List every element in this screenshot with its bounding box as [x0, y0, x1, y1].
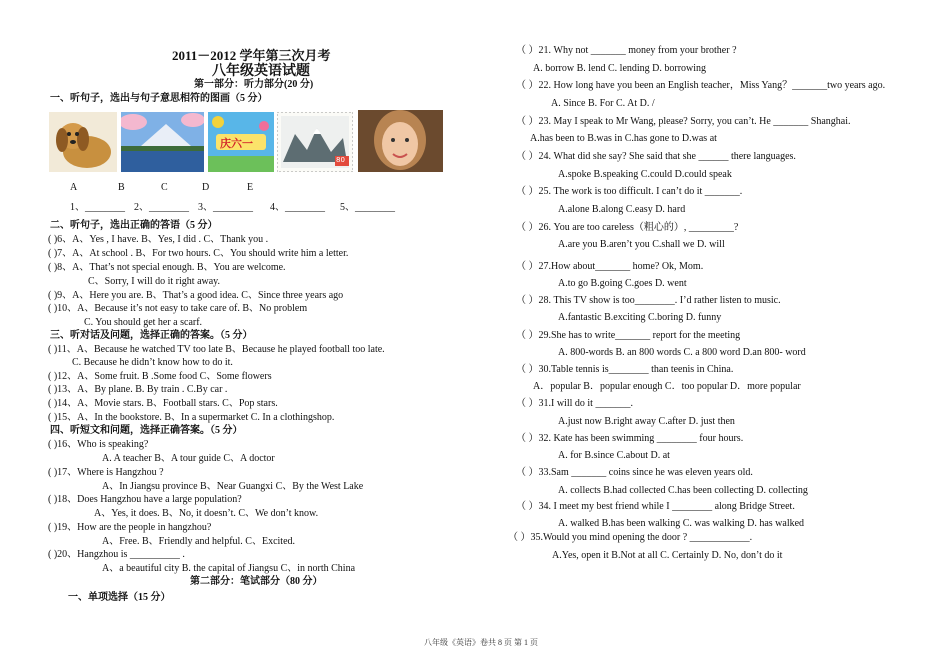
- exam-subtitle: 八年级英语试题: [212, 64, 310, 79]
- question-line: ( )15、A、In the bookstore. B、In a supermarket C. In a clothingshop.: [48, 412, 335, 423]
- question-line: ( )19、How are the people in hangzhou?: [48, 522, 212, 533]
- question-line: C. Because he didn’t know how to do it.: [72, 357, 233, 368]
- landscape-stamp-picture: [277, 112, 353, 172]
- options-35: A.Yes, open it B.Not at all C. Certainly D. No, don’t do it: [552, 550, 783, 561]
- options-25: A.alone B.along C.easy D. hard: [558, 204, 686, 215]
- question-line: ( )11、A、Because he watched TV too late B、Because he played football too late.: [48, 344, 385, 355]
- question-line: ( )10、A、Because it’s not easy to take care of. B、No problem: [48, 303, 308, 314]
- section1-heading: 一、听句子，选出与句子意思相符的图画（5 分）: [50, 93, 268, 104]
- part2-heading: 第二部分：笔试部分（80 分）: [190, 576, 323, 587]
- question-30: （ ）30.Table tennis is________ than teenis in China.: [516, 364, 734, 375]
- options-21: A. borrow B. lend C. lending D. borrowing: [533, 63, 707, 74]
- section4-heading: 四、听短文和问题，选择正确答案。（5 分）: [50, 425, 243, 436]
- question-29: （ ）29.She has to write_______ report for the meeting: [516, 330, 741, 341]
- picture-letter-c: C: [161, 182, 168, 193]
- options-31: A.just now B.right away C.after D. just then: [558, 416, 735, 427]
- exam-title: 2011－2012 学年第三次月考: [172, 48, 331, 63]
- question-line: ( )17、Where is Hangzhou ?: [48, 467, 164, 478]
- options-32: A. for B.since C.about D. at: [558, 450, 670, 461]
- options-29: A. 800-words B. an 800 words C. a 800 word D.an 800- word: [558, 347, 806, 358]
- question-line: C. You should get her a scarf.: [84, 317, 203, 328]
- options-23: A.has been to B.was in C.has gone to D.was at: [530, 133, 717, 144]
- question-31: （ ）31.I will do it _______.: [516, 398, 633, 409]
- option-line: A、a beautiful city B. the capital of Jiangsu C、in north China: [102, 563, 356, 574]
- picture-letter-d: D: [202, 182, 210, 193]
- picture-letter-b: B: [118, 182, 125, 193]
- festival-banner-text: 庆六一: [220, 137, 253, 150]
- options-26: A.are you B.aren’t you C.shall we D. will: [558, 239, 725, 250]
- options-24: A.spoke B.speaking C.could D.could speak: [558, 169, 732, 180]
- option-line: A、Yes, it does. B、No, it doesn’t. C、We don’t know.: [94, 508, 319, 519]
- options-27: A.to go B.going C.goes D. went: [558, 278, 687, 289]
- question-23: （ ）23. May I speak to Mr Wang, please? Sorry, you can’t. He _______ Shanghai.: [516, 116, 851, 127]
- options-30: A．popular B．popular enough C．too popular D．more popular: [533, 381, 801, 392]
- question-line: ( )12、A、Some fruit. B .Some food C、Some flowers: [48, 371, 272, 382]
- answer-blank-4[interactable]: 4、________: [270, 202, 325, 213]
- childrens-day-picture: [208, 112, 274, 172]
- options-34: A. walked B.has been walking C. was walking D. has walked: [558, 518, 805, 529]
- question-line: ( )18、Does Hangzhou have a large population?: [48, 494, 242, 505]
- question-35: （ ）35.Would you mind opening the door ? ____________.: [508, 532, 753, 543]
- question-21: （ ）21. Why not _______ money from your brother ?: [516, 45, 737, 56]
- question-line: ( )8、A、That’s not special enough. B、You are welcome.: [48, 262, 286, 273]
- page-footer: 八年级《英语》卷共 8 页 第 1 页: [424, 638, 538, 647]
- question-line: ( )20、Hangzhou is __________ .: [48, 549, 185, 560]
- question-line: ( )16、Who is speaking?: [48, 439, 149, 450]
- question-27: （ ）27.How about_______ home? Ok, Mom.: [516, 261, 704, 272]
- part1-heading: 第一部分：听力部分(20 分): [194, 79, 314, 90]
- question-26: （ ）26. You are too careless（粗心的）, _________?: [516, 222, 739, 233]
- question-32: （ ）32. Kate has been swimming ________ four hours.: [516, 433, 744, 444]
- option-line: A. A teacher B、A tour guide C、A doctor: [102, 453, 275, 464]
- picture-letter-e: E: [247, 182, 254, 193]
- option-line: A、In Jiangsu province B、Near Guangxi C、By the West Lake: [102, 481, 364, 492]
- options-22: A. Since B. For C. At D. /: [551, 98, 655, 109]
- option-line: A、Free. B、Friendly and helpful. C、Excited.: [102, 536, 296, 547]
- question-25: （ ）25. The work is too difficult. I can’t do it _______.: [516, 186, 743, 197]
- question-22: （ ）22. How long have you been an English teacher，Miss Yang？_______two years ago.: [516, 80, 886, 91]
- options-33: A. collects B.had collected C.has been collecting D. collecting: [558, 485, 808, 496]
- question-line: ( )9、A、Here you are. B、That’s a good idea. C、Since three years ago: [48, 290, 344, 301]
- question-28: （ ）28. This TV show is too________. I’d rather listen to music.: [516, 295, 781, 306]
- question-line: C、Sorry, I will do it right away.: [88, 276, 221, 287]
- question-34: （ ）34. I meet my best friend while I ________ along Bridge Street.: [516, 501, 795, 512]
- answer-blank-3[interactable]: 3、________: [198, 202, 253, 213]
- dog-picture: [49, 112, 117, 172]
- woman-portrait-picture: [358, 110, 443, 172]
- section3-heading: 三、听对话及问题，选择正确的答案。（5 分）: [50, 330, 253, 341]
- section5-heading: 一、单项选择（15 分）: [68, 592, 171, 603]
- question-line: ( )14、A、Movie stars. B、Football stars. C、Pop stars.: [48, 398, 278, 409]
- picture-letter-a: A: [70, 182, 78, 193]
- question-33: （ ）33.Sam _______ coins since he was eleven years old.: [516, 467, 753, 478]
- mountain-lake-picture: [121, 112, 204, 172]
- stamp-value: 80: [336, 156, 345, 164]
- question-line: ( )6、A、Yes , I have. B、Yes, I did . C、Thank you .: [48, 234, 269, 245]
- section2-heading: 二、听句子，选出正确的答语（5 分）: [50, 220, 218, 231]
- question-line: ( )13、A、By plane. B. By train . C.By car .: [48, 384, 228, 395]
- question-24: （ ）24. What did she say? She said that she ______ there languages.: [516, 151, 796, 162]
- question-line: ( )7、A、At school . B、For two hours. C、You should write him a letter.: [48, 248, 349, 259]
- answer-blank-1[interactable]: 1、________: [70, 202, 125, 213]
- answer-blank-5[interactable]: 5、________: [340, 202, 395, 213]
- answer-blank-2[interactable]: 2、________: [134, 202, 189, 213]
- options-28: A.fantastic B.exciting C.boring D. funny: [558, 312, 722, 323]
